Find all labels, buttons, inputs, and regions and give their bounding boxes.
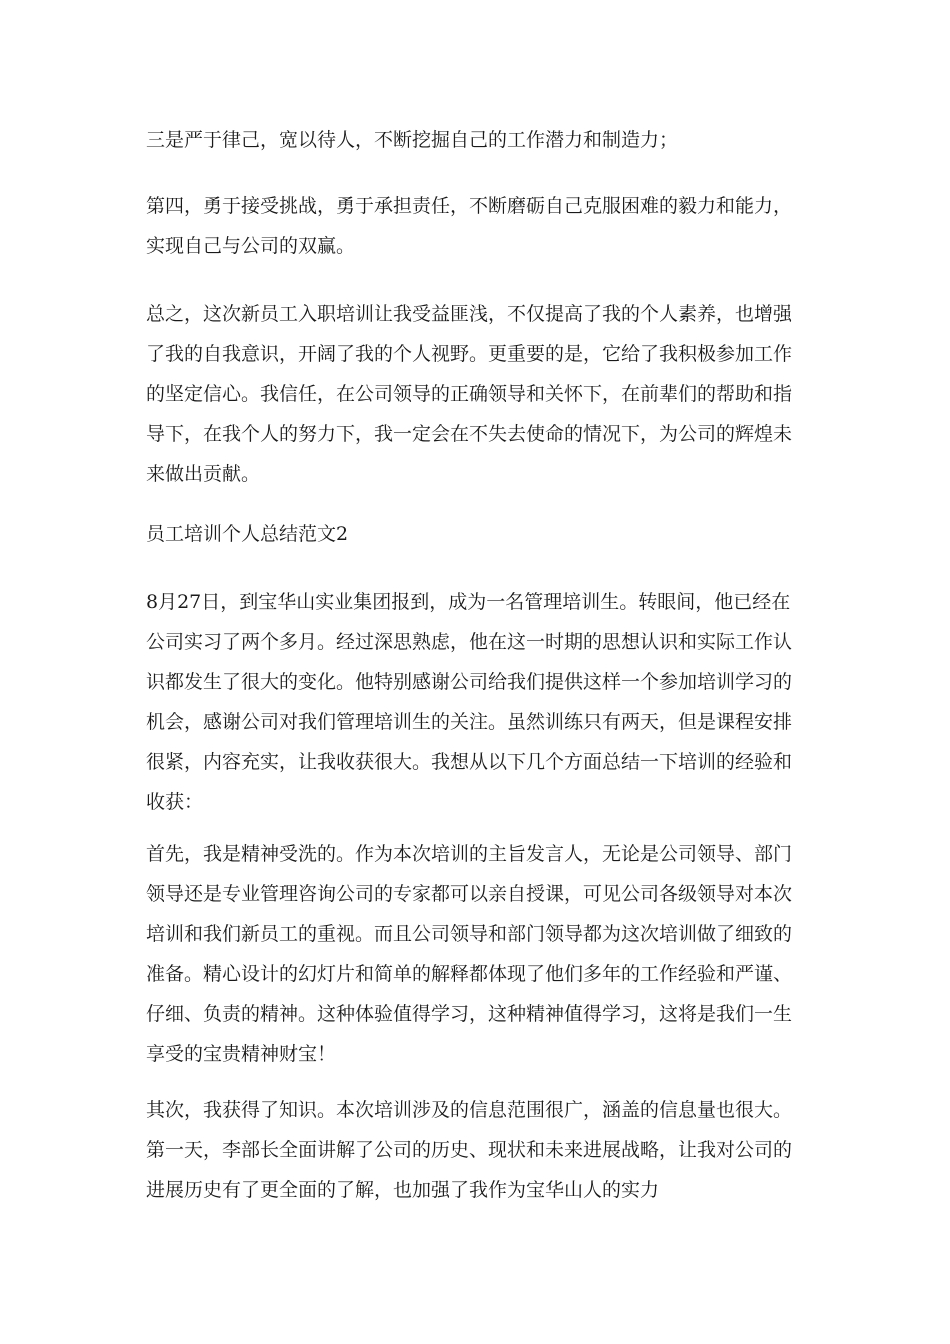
text-line: 的坚定信心。我信任，在公司领导的正确领导和关怀下，在前辈们的帮助和指 (146, 383, 793, 405)
text-line: 领导还是专业管理咨询公司的专家都可以亲自授课，可见公司各级领导对本次 (146, 883, 793, 905)
text-line: 导下，在我个人的努力下，我一定会在不失去使命的情况下，为公司的辉煌未 (146, 423, 793, 445)
text-line: 其次，我获得了知识。本次培训涉及的信息范围很广，涵盖的信息量也很大。 (146, 1099, 793, 1121)
paragraph-6 (146, 1090, 816, 1210)
paragraph-1 (146, 120, 816, 160)
text-line: 总之，这次新员工入职培训让我受益匪浅，不仅提高了我的个人素养，也增强 (146, 303, 793, 325)
text-line: 机会，感谢公司对我们管理培训生的关注。虽然训练只有两天，但是课程安排 (146, 711, 793, 733)
text-line: 很紧，内容充实，让我收获很大。我想从以下几个方面总结一下培训的经验和 (146, 751, 793, 773)
text-line: 来做出贡献。 (146, 463, 261, 485)
section-heading (146, 514, 816, 554)
text-line: 进展历史有了更全面的了解，也加强了我作为宝华山人的实力 (146, 1179, 660, 1201)
section-title: 员工培训个人总结范文2 (146, 523, 349, 545)
text-line: 第一天，李部长全面讲解了公司的历史、现状和未来进展战略，让我对公司的 (146, 1139, 793, 1161)
paragraph-5 (146, 834, 816, 1074)
text-line: 三是严于律己，宽以待人，不断挖掘自己的工作潜力和制造力； (146, 129, 679, 151)
paragraph-3 (146, 294, 816, 494)
text-line: 首先，我是精神受洗的。作为本次培训的主旨发言人，无论是公司领导、部门 (146, 843, 793, 865)
text-line: 公司实习了两个多月。经过深思熟虑，他在这一时期的思想认识和实际工作认 (146, 631, 793, 653)
text-line: 了我的自我意识，开阔了我的个人视野。更重要的是，它给了我积极参加工作 (146, 343, 793, 365)
text-line: 准备。精心设计的幻灯片和简单的解释都体现了他们多年的工作经验和严谨、 (146, 963, 793, 985)
text-line: 享受的宝贵精神财宝！ (146, 1043, 337, 1065)
paragraph-4 (146, 582, 816, 822)
text-line: 实现自己与公司的双赢。 (146, 235, 356, 257)
text-line: 第四，勇于接受挑战，勇于承担责任，不断磨砺自己克服困难的毅力和能力， (146, 195, 793, 217)
text-line: 培训和我们新员工的重视。而且公司领导和部门领导都为这次培训做了细致的 (146, 923, 793, 945)
text-line: 仔细、负责的精神。这种体验值得学习，这种精神值得学习，这将是我们一生 (146, 1003, 793, 1025)
text-line: 识都发生了很大的变化。他特别感谢公司给我们提供这样一个参加培训学习的 (146, 671, 793, 693)
text-line: 8月27日，到宝华山实业集团报到，成为一名管理培训生。转眼间，他已经在 (146, 591, 791, 613)
text-line: 收获： (146, 791, 204, 813)
paragraph-2 (146, 186, 816, 266)
